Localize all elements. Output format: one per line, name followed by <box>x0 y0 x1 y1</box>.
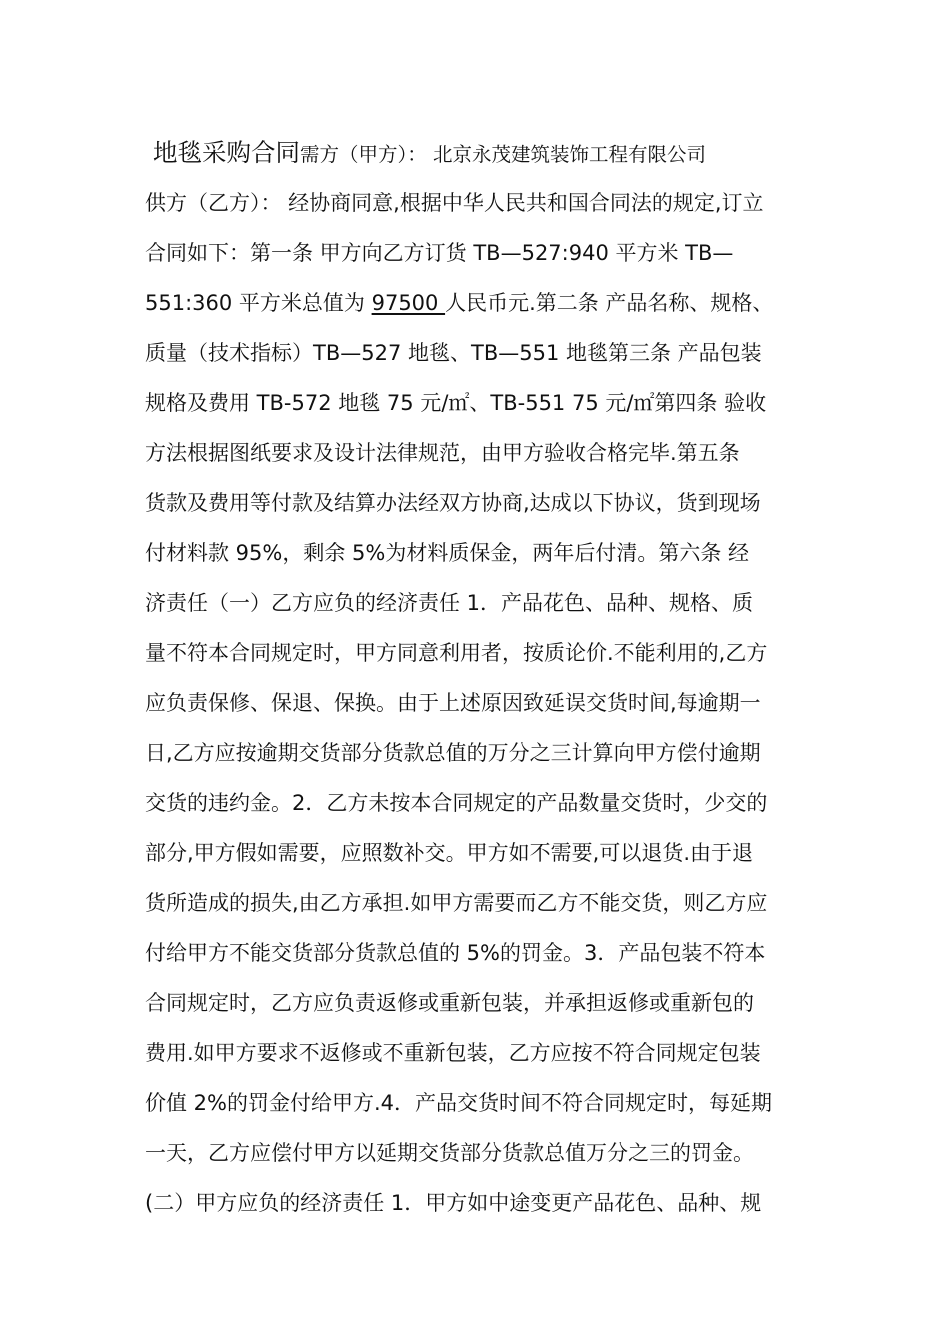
text-line: 量不符本合同规定时，甲方同意利用者，按质论价.不能利用的,乙方 <box>145 641 768 665</box>
text-line: 合同规定时，乙方应负责返修或重新包装，并承担返修或重新包的 <box>145 991 754 1015</box>
text-segment: 人民币元.第二条 产品名称、规格、 <box>445 291 774 315</box>
text-line: 部分,甲方假如需要，应照数补交。甲方如不需要,可以退货.由于退 <box>145 841 754 865</box>
text-segment: 551:360 平方米总值为 <box>145 291 372 315</box>
text-line <box>145 278 810 328</box>
text-line: (二）甲方应负的经济责任 1．甲方如中途变更产品花色、品种、规 <box>145 1191 762 1215</box>
text-line: 应负责保修、保退、保换。由于上述原因致延误交货时间,每逾期一 <box>145 691 761 715</box>
text-line: 付材料款 95%，剩余 5%为材料质保金，两年后付清。第六条 经 <box>145 541 750 565</box>
text-line: 合同如下：第一条 甲方向乙方订货 TB—527:940 平方米 TB— <box>145 241 734 265</box>
text-line: 供方（乙方）： 经协商同意,根据中华人民共和国合同法的规定,订立 <box>145 191 764 215</box>
text-line: 方法根据图纸要求及设计法律规范，由甲方验收合格完毕.第五条 <box>145 441 740 465</box>
text-line <box>145 128 810 178</box>
contract-body <box>145 128 810 1228</box>
text-line: 交货的违约金。2．乙方未按本合同规定的产品数量交货时，少交的 <box>145 791 768 815</box>
text-line: 付给甲方不能交货部分货款总值的 5%的罚金。3．产品包装不符本 <box>145 941 766 965</box>
text-line: 质量（技术指标）TB—527 地毯、TB—551 地毯第三条 产品包装 <box>145 341 762 365</box>
text-line: 货款及费用等付款及结算办法经双方协商,达成以下协议，货到现场 <box>145 491 761 515</box>
buyer-party: 需方（甲方）： 北京永茂建筑装饰工程有限公司 <box>300 143 706 166</box>
text-line: 一天，乙方应偿付甲方以延期交货部分货款总值万分之三的罚金。 <box>145 1141 754 1165</box>
text-line: 货所造成的损失,由乙方承担.如甲方需要而乙方不能交货，则乙方应 <box>145 891 768 915</box>
text-line: 费用.如甲方要求不返修或不重新包装，乙方应按不符合同规定包装 <box>145 1041 761 1065</box>
document-title: 地毯采购合同 <box>153 138 300 167</box>
text-line: 日,乙方应按逾期交货部分货款总值的万分之三计算向甲方偿付逾期 <box>145 741 761 765</box>
text-line: 济责任（一）乙方应负的经济责任 1．产品花色、品种、规格、质 <box>145 591 754 615</box>
text-line: 价值 2%的罚金付给甲方.4．产品交货时间不符合同规定时，每延期 <box>145 1091 773 1115</box>
total-amount: 97500 <box>371 291 446 315</box>
text-line: 规格及费用 TB-572 地毯 75 元/㎡、TB-551 75 元/㎡第四条 验收 <box>145 391 767 415</box>
